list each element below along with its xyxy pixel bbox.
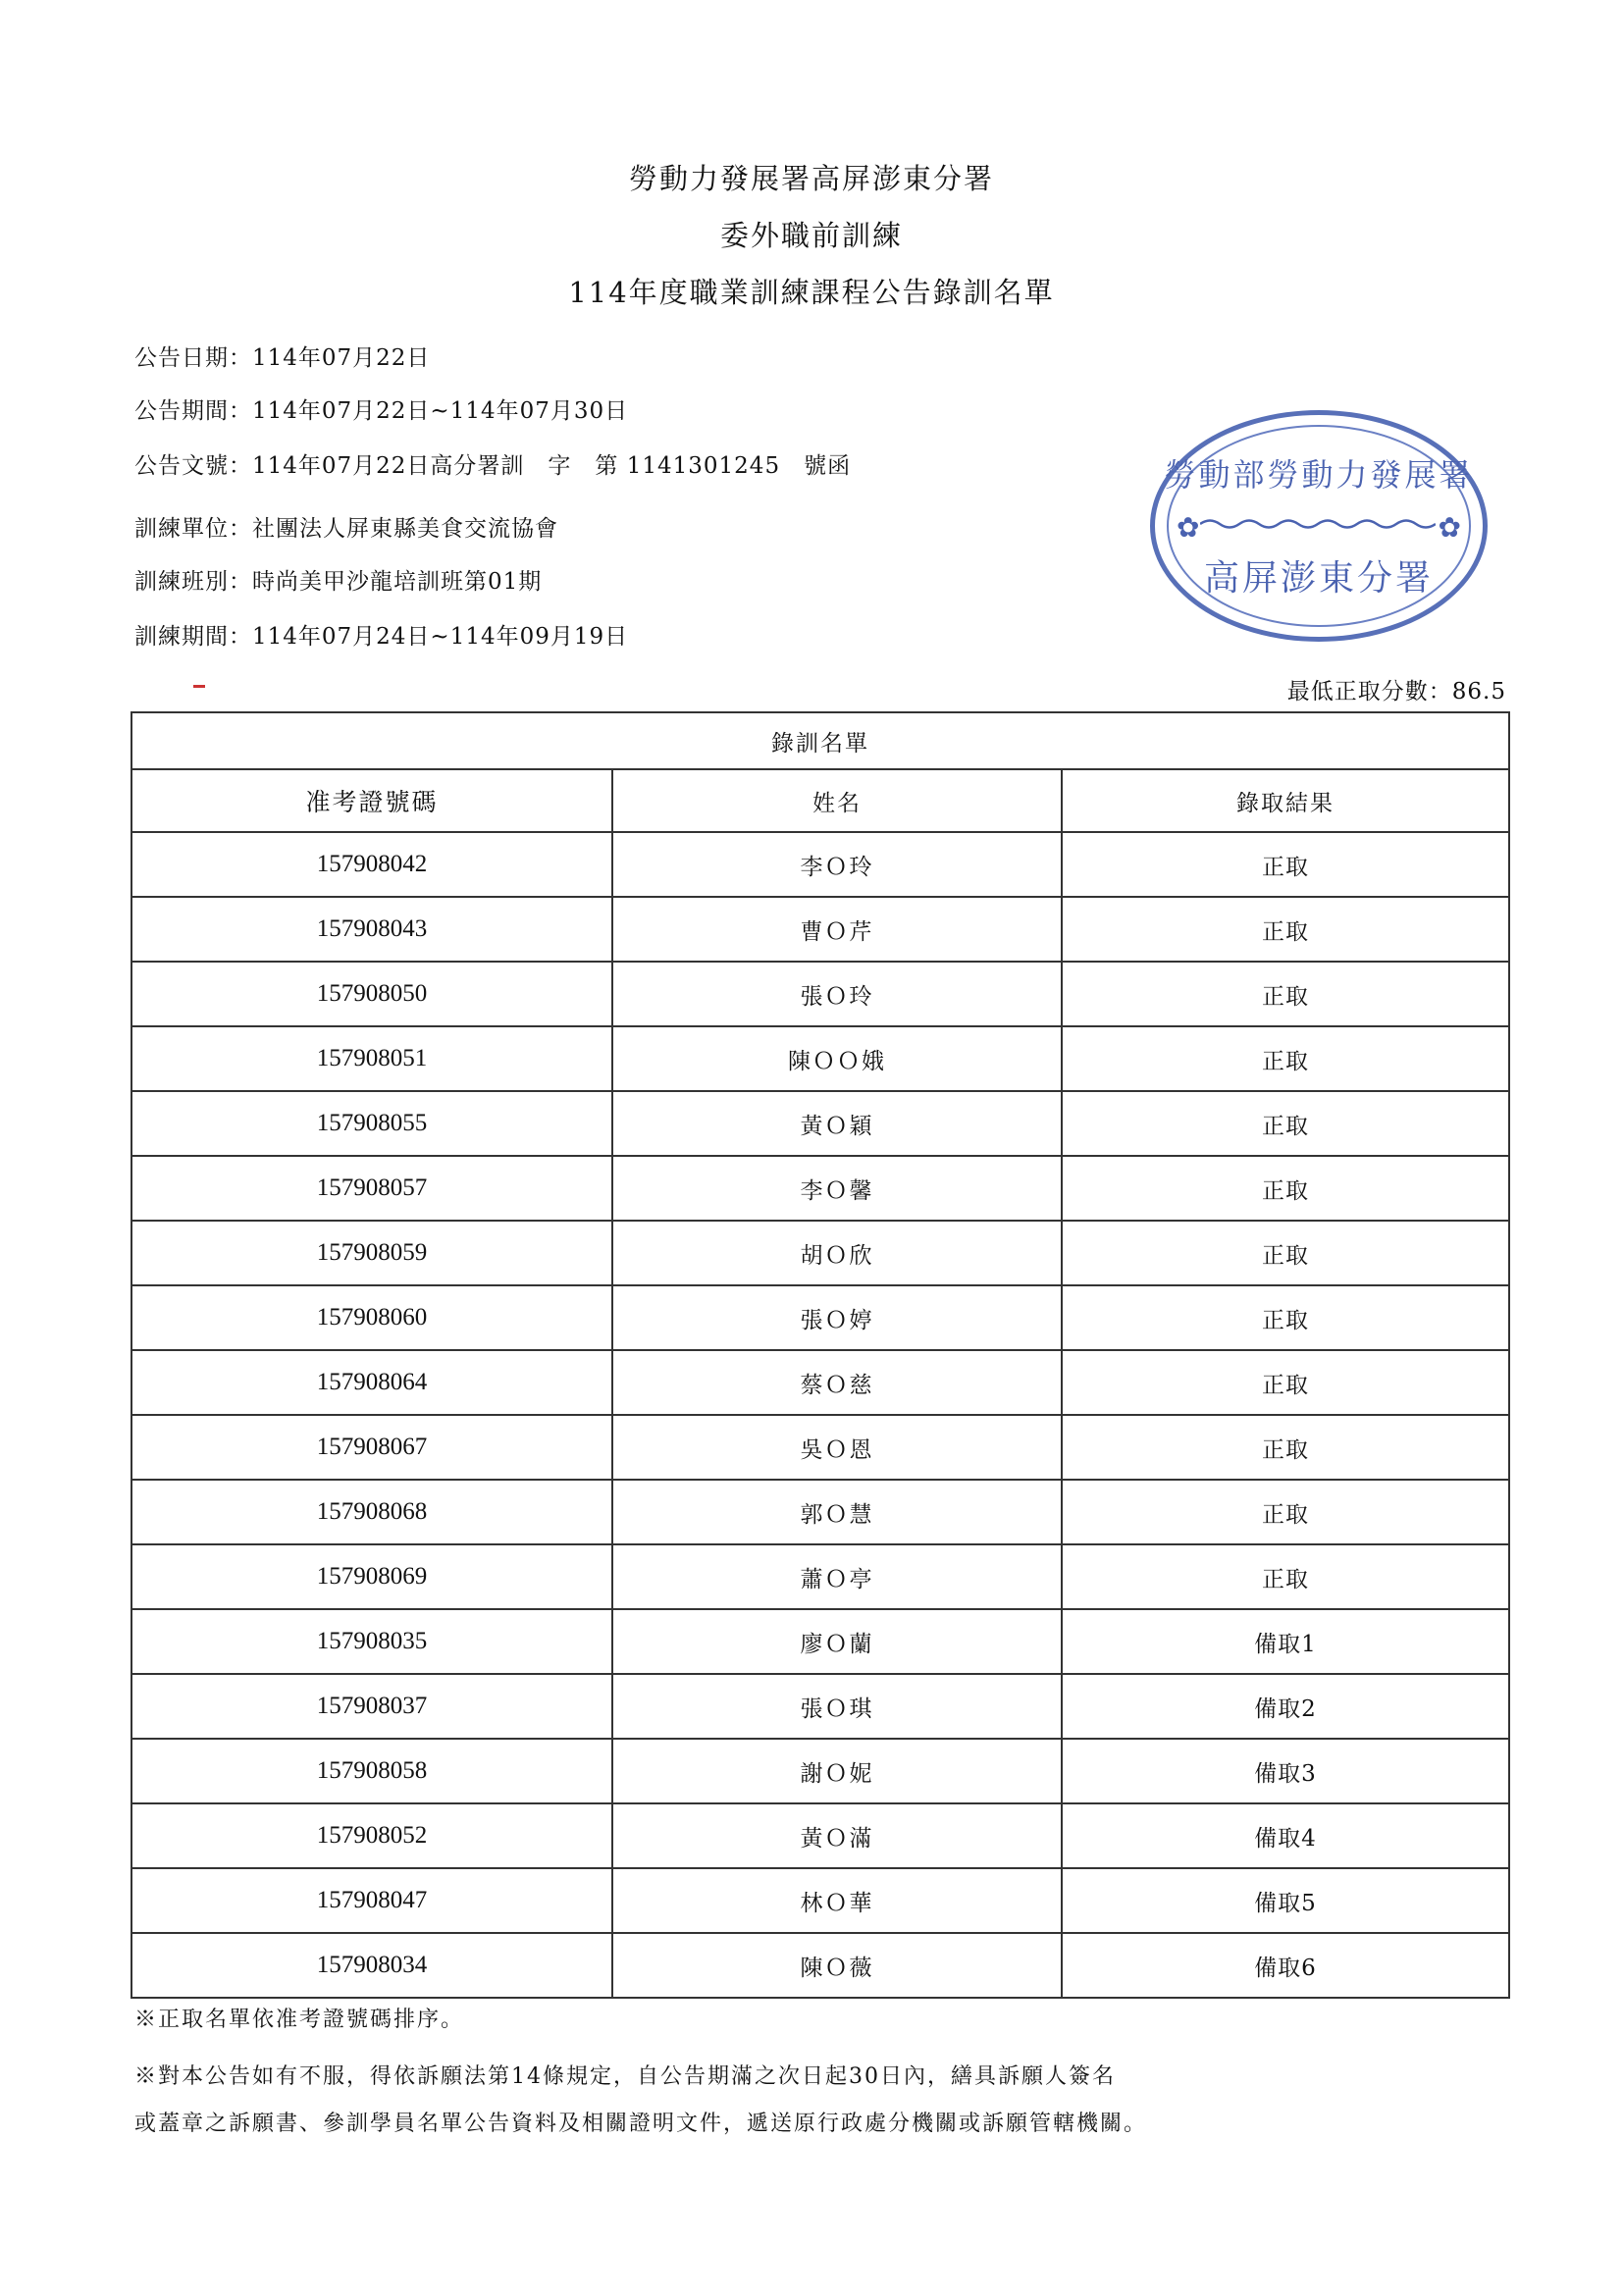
table-row — [131, 1544, 1509, 1609]
cell-exam-id: 157908051 — [131, 1026, 612, 1091]
cell-result: 備取4 — [1062, 1803, 1509, 1868]
cell-name: 蕭Ｏ亭 — [612, 1544, 1062, 1609]
cell-result: 正取 — [1062, 897, 1509, 962]
table-row — [131, 1933, 1509, 1998]
header-name: 姓名 — [612, 769, 1062, 832]
table-row — [131, 1026, 1509, 1091]
seal-bottom-text: 高屏澎東分署 — [1203, 558, 1434, 599]
cell-result: 正取 — [1062, 1415, 1509, 1480]
cell-result: 正取 — [1062, 1091, 1509, 1156]
cell-exam-id: 157908037 — [131, 1674, 612, 1739]
note-appeal-line1: ※對本公告如有不服，得依訴願法第14條規定，自公告期滿之次日起30日內，繕具訴願人簽名 — [134, 2064, 1116, 2089]
cell-name: 張Ｏ玲 — [612, 962, 1062, 1026]
cell-exam-id: 157908067 — [131, 1415, 612, 1480]
table-row — [131, 832, 1509, 897]
table-row — [131, 1350, 1509, 1415]
cell-result: 正取 — [1062, 1544, 1509, 1609]
stray-mark — [193, 685, 205, 688]
cell-result: 正取 — [1062, 1350, 1509, 1415]
program-title: 委外職前訓練 — [719, 219, 903, 252]
training-period: 訓練期間：114年07月24日~114年09月19日 — [134, 624, 629, 650]
table-row — [131, 1868, 1509, 1933]
cell-exam-id: 157908064 — [131, 1350, 612, 1415]
cell-name: 蔡Ｏ慈 — [612, 1350, 1062, 1415]
document-number: 公告文號：114年07月22日高分署訓 字 第 1141301245 號函 — [134, 453, 852, 479]
cell-name: 胡Ｏ欣 — [612, 1221, 1062, 1285]
official-seal — [1150, 410, 1488, 642]
cell-result: 正取 — [1062, 1221, 1509, 1285]
cell-result: 正取 — [1062, 1026, 1509, 1091]
cell-exam-id: 157908068 — [131, 1480, 612, 1544]
cell-result: 備取1 — [1062, 1609, 1509, 1674]
cell-name: 張Ｏ琪 — [612, 1674, 1062, 1739]
table-row — [131, 897, 1509, 962]
cell-result: 備取5 — [1062, 1868, 1509, 1933]
announce-date: 公告日期：114年07月22日 — [134, 345, 431, 371]
table-caption: 錄訓名單 — [131, 712, 1509, 769]
cell-name: 張Ｏ婷 — [612, 1285, 1062, 1350]
cell-exam-id: 157908034 — [131, 1933, 612, 1998]
cell-result: 備取2 — [1062, 1674, 1509, 1739]
cell-name: 廖Ｏ蘭 — [612, 1609, 1062, 1674]
table-row — [131, 1674, 1509, 1739]
cell-exam-id: 157908052 — [131, 1803, 612, 1868]
cell-name: 李Ｏ玲 — [612, 832, 1062, 897]
table-row — [131, 1091, 1509, 1156]
table-row — [131, 962, 1509, 1026]
seal-wave-line — [1200, 517, 1436, 531]
cell-exam-id: 157908042 — [131, 832, 612, 897]
cell-name: 郭Ｏ慧 — [612, 1480, 1062, 1544]
cell-exam-id: 157908043 — [131, 897, 612, 962]
cell-result: 備取6 — [1062, 1933, 1509, 1998]
table-body — [131, 832, 1509, 1998]
table-row — [131, 1739, 1509, 1803]
note-appeal-line2: 或蓋章之訴願書、參訓學員名單公告資料及相關證明文件，遞送原行政處分機關或訴願管轄機關。 — [134, 2112, 1148, 2136]
cell-name: 陳Ｏ薇 — [612, 1933, 1062, 1998]
cell-result: 備取3 — [1062, 1739, 1509, 1803]
plum-blossom-icon: ✿ — [1177, 511, 1200, 544]
cell-name: 陳ＯＯ娥 — [612, 1026, 1062, 1091]
cell-name: 李Ｏ馨 — [612, 1156, 1062, 1221]
cell-exam-id: 157908058 — [131, 1739, 612, 1803]
table-row — [131, 1480, 1509, 1544]
min-score: 最低正取分數：86.5 — [1286, 679, 1506, 704]
cell-exam-id: 157908047 — [131, 1868, 612, 1933]
plum-blossom-icon: ✿ — [1438, 511, 1461, 544]
cell-exam-id: 157908055 — [131, 1091, 612, 1156]
cell-name: 林Ｏ華 — [612, 1868, 1062, 1933]
cell-name: 吳Ｏ恩 — [612, 1415, 1062, 1480]
table-row — [131, 1221, 1509, 1285]
training-unit: 訓練單位：社團法人屏東縣美食交流協會 — [134, 516, 558, 542]
cell-result: 正取 — [1062, 1480, 1509, 1544]
cell-result: 正取 — [1062, 832, 1509, 897]
table-row — [131, 1415, 1509, 1480]
cell-name: 謝Ｏ妮 — [612, 1739, 1062, 1803]
note-sorting: ※正取名單依准考證號碼排序。 — [134, 2008, 465, 2032]
cell-result: 正取 — [1062, 1156, 1509, 1221]
header-exam-id: 准考證號碼 — [131, 769, 612, 832]
agency-title: 勞動力發展署高屏澎東分署 — [628, 162, 994, 195]
cell-exam-id: 157908035 — [131, 1609, 612, 1674]
cell-exam-id: 157908050 — [131, 962, 612, 1026]
cell-name: 黃Ｏ滿 — [612, 1803, 1062, 1868]
cell-name: 曹Ｏ芹 — [612, 897, 1062, 962]
cell-result: 正取 — [1062, 1285, 1509, 1350]
table-row — [131, 1609, 1509, 1674]
table-row — [131, 1285, 1509, 1350]
cell-exam-id: 157908057 — [131, 1156, 612, 1221]
training-class: 訓練班別：時尚美甲沙龍培訓班第01期 — [134, 569, 543, 595]
document-title: 114年度職業訓練課程公告錄訓名單 — [568, 276, 1055, 309]
announce-period: 公告期間：114年07月22日~114年07月30日 — [134, 398, 629, 424]
cell-exam-id: 157908059 — [131, 1221, 612, 1285]
table-row — [131, 1156, 1509, 1221]
cell-exam-id: 157908060 — [131, 1285, 612, 1350]
cell-name: 黃Ｏ穎 — [612, 1091, 1062, 1156]
table-row — [131, 1803, 1509, 1868]
cell-result: 正取 — [1062, 962, 1509, 1026]
admission-table — [131, 711, 1510, 1999]
header-result: 錄取結果 — [1062, 769, 1509, 832]
seal-top-text: 勞動部勞動力發展署 — [1164, 456, 1474, 494]
cell-exam-id: 157908069 — [131, 1544, 612, 1609]
